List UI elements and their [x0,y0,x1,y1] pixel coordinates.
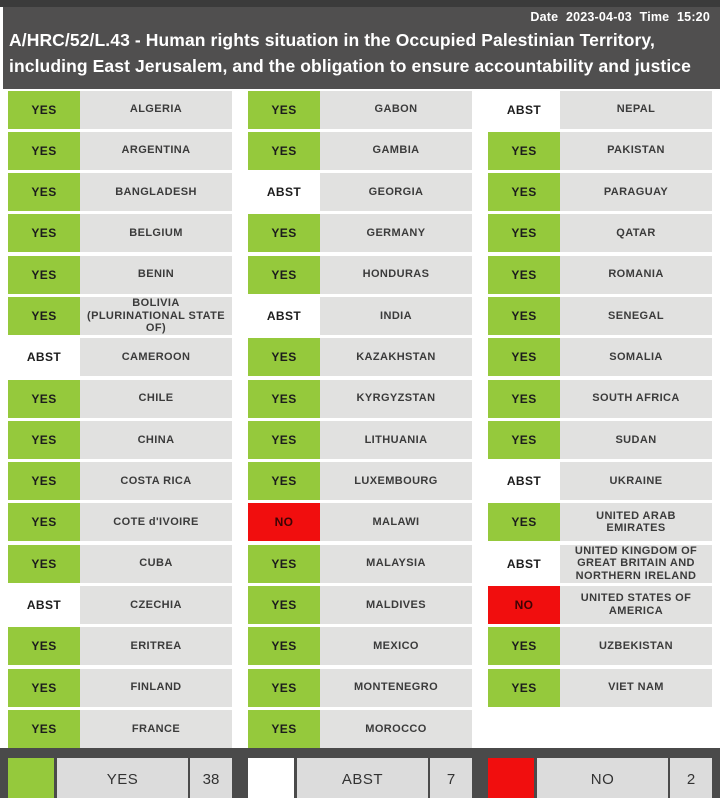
country-name: SOUTH AFRICA [560,380,712,418]
vote-row [248,297,472,335]
header [3,7,720,89]
summary-count: 38 [190,758,232,798]
vote-badge: YES [248,256,320,294]
vote-row [8,214,232,252]
vote-badge: YES [488,297,560,335]
country-name: GAMBIA [320,132,472,170]
vote-badge: YES [488,669,560,707]
country-name: CAMEROON [80,338,232,376]
country-name: SUDAN [560,421,712,459]
vote-badge: YES [8,297,80,335]
abst-color-swatch [248,758,294,798]
country-name: CUBA [80,545,232,583]
vote-badge: YES [8,173,80,211]
vote-row [488,380,712,418]
summary-box-yes [8,758,232,798]
vote-row [248,256,472,294]
no-color-swatch [488,758,534,798]
summary-label: ABST [297,758,428,798]
vote-badge: YES [488,421,560,459]
vote-badge: YES [8,256,80,294]
vote-badge: YES [488,173,560,211]
country-name: UZBEKISTAN [560,627,712,665]
vote-row [8,256,232,294]
vote-grid [0,89,720,752]
vote-badge: YES [8,545,80,583]
country-name: MALAWI [320,503,472,541]
vote-row [488,669,712,707]
country-name: CHILE [80,380,232,418]
summary-label: YES [57,758,188,798]
summary-count: 7 [430,758,472,798]
vote-row [248,173,472,211]
vote-badge: YES [8,380,80,418]
vote-badge: YES [8,503,80,541]
vote-badge: ABST [488,462,560,500]
vote-row [488,91,712,129]
vote-row [8,173,232,211]
country-name: UNITED ARAB EMIRATES [560,503,712,541]
vote-row [488,297,712,335]
country-name: FINLAND [80,669,232,707]
vote-badge: ABST [248,173,320,211]
vote-badge: YES [248,214,320,252]
country-name: GERMANY [320,214,472,252]
vote-badge: YES [248,627,320,665]
vote-row [8,586,232,624]
vote-row [8,338,232,376]
vote-row [8,627,232,665]
vote-row [8,380,232,418]
vote-badge: YES [488,256,560,294]
vote-row [8,710,232,748]
vote-badge: YES [488,627,560,665]
vote-badge: YES [248,380,320,418]
country-name: NEPAL [560,91,712,129]
vote-row [488,586,712,624]
vote-row [248,586,472,624]
country-name: UNITED KINGDOM OF GREAT BRITAIN AND NORTHERN IRELAND [560,545,712,583]
resolution-title [9,27,710,80]
vote-badge: ABST [8,586,80,624]
country-name: KAZAKHSTAN [320,338,472,376]
country-name: BOLIVIA (PLURINATIONAL STATE OF) [80,297,232,335]
country-name: INDIA [320,297,472,335]
vote-row [8,462,232,500]
vote-row [8,91,232,129]
vote-row [248,132,472,170]
country-name: MALDIVES [320,586,472,624]
vote-row [248,503,472,541]
country-name: QATAR [560,214,712,252]
country-name: GABON [320,91,472,129]
vote-badge: YES [248,586,320,624]
vote-badge: YES [8,132,80,170]
vote-row [488,132,712,170]
vote-badge: NO [248,503,320,541]
vote-column-1 [8,91,232,752]
vote-row [248,91,472,129]
vote-badge: YES [248,421,320,459]
vote-row [248,380,472,418]
vote-column-2 [248,91,472,752]
country-name: PARAGUAY [560,173,712,211]
vote-badge: YES [248,91,320,129]
country-name: CHINA [80,421,232,459]
vote-badge: YES [488,380,560,418]
vote-badge: YES [488,214,560,252]
resolution-title-line1: A/HRC/52/L.43 - Human rights situation in the Occupied Palestinian Territory, [9,30,655,50]
vote-row [488,256,712,294]
country-name: FRANCE [80,710,232,748]
vote-row [248,462,472,500]
country-name: UKRAINE [560,462,712,500]
country-name: ARGENTINA [80,132,232,170]
vote-row [248,338,472,376]
vote-badge: YES [8,710,80,748]
vote-badge: NO [488,586,560,624]
vote-row [8,545,232,583]
summary-label: NO [537,758,668,798]
summary-box-abst [248,758,472,798]
vote-badge: YES [8,91,80,129]
vote-row [488,421,712,459]
vote-row [248,545,472,583]
vote-badge: YES [8,421,80,459]
time-label: Time [639,10,670,24]
vote-row [488,173,712,211]
vote-badge: YES [248,462,320,500]
vote-row [8,669,232,707]
vote-badge: YES [248,338,320,376]
vote-badge: ABST [8,338,80,376]
vote-row [488,462,712,500]
vote-badge: YES [248,132,320,170]
vote-row [248,421,472,459]
country-name: BANGLADESH [80,173,232,211]
date-label: Date [530,10,559,24]
country-name: LITHUANIA [320,421,472,459]
country-name: ALGERIA [80,91,232,129]
vote-row [8,421,232,459]
vote-badge: YES [8,627,80,665]
vote-badge: YES [488,503,560,541]
vote-badge: ABST [488,545,560,583]
country-name: BENIN [80,256,232,294]
vote-badge: YES [488,132,560,170]
date-value: 2023-04-03 [565,10,632,24]
country-name: PAKISTAN [560,132,712,170]
vote-column-3 [488,91,712,752]
summary-count: 2 [670,758,712,798]
vote-row [488,545,712,583]
vote-badge: YES [8,669,80,707]
vote-badge: ABST [488,91,560,129]
vote-badge: ABST [248,297,320,335]
vote-row [488,214,712,252]
country-name: VIET NAM [560,669,712,707]
vote-row [248,627,472,665]
country-name: KYRGYZSTAN [320,380,472,418]
vote-badge: YES [488,338,560,376]
country-name: UNITED STATES OF AMERICA [560,586,712,624]
country-name: BELGIUM [80,214,232,252]
summary-bar [0,748,720,798]
country-name: ERITREA [80,627,232,665]
time-value: 15:20 [677,10,710,24]
vote-row [8,503,232,541]
vote-row [8,132,232,170]
yes-color-swatch [8,758,54,798]
country-name: MALAYSIA [320,545,472,583]
country-name: HONDURAS [320,256,472,294]
country-name: LUXEMBOURG [320,462,472,500]
vote-badge: YES [8,214,80,252]
vote-row [248,710,472,748]
country-name: MONTENEGRO [320,669,472,707]
country-name: CZECHIA [80,586,232,624]
top-strip [0,0,720,7]
vote-badge: YES [248,669,320,707]
resolution-title-line2: including East Jerusalem, and the obligation to ensure accountability and justice [9,56,691,77]
country-name: ROMANIA [560,256,712,294]
country-name: MEXICO [320,627,472,665]
vote-badge: YES [248,710,320,748]
country-name: MOROCCO [320,710,472,748]
country-name: COTE d'IVOIRE [80,503,232,541]
country-name: SENEGAL [560,297,712,335]
date-time-line [9,10,710,24]
vote-badge: YES [8,462,80,500]
vote-row [8,297,232,335]
vote-badge: YES [248,545,320,583]
vote-row [488,503,712,541]
country-name: SOMALIA [560,338,712,376]
vote-row [488,338,712,376]
vote-row [488,627,712,665]
vote-row [248,669,472,707]
country-name: GEORGIA [320,173,472,211]
summary-box-no [488,758,712,798]
vote-row [248,214,472,252]
country-name: COSTA RICA [80,462,232,500]
